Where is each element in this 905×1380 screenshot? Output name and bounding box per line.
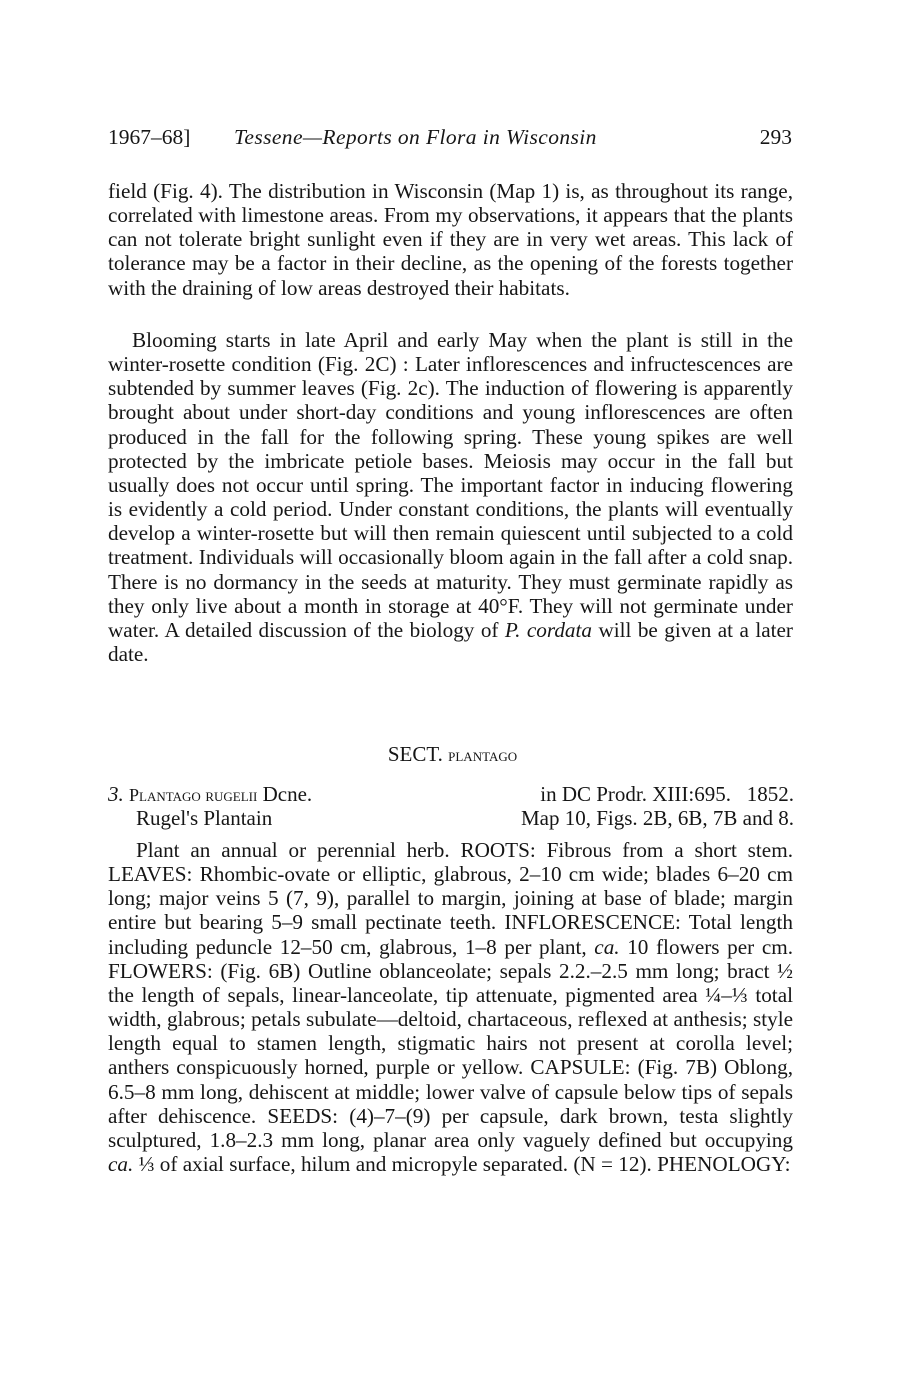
species-heading-line-2 [108, 806, 794, 830]
species-author: Dcne. [262, 782, 313, 806]
species-heading-line-1 [108, 782, 794, 806]
volume-years: 1967–68] [108, 125, 191, 149]
species-citation: in DC Prodr. XIII:695. 1852. [540, 782, 794, 806]
section-heading [0, 741, 905, 768]
species-number: 3. [108, 782, 124, 806]
running-title: Tessene—Reports on Flora in Wisconsin [234, 125, 597, 149]
species-description [108, 838, 793, 1176]
description-italic-2: ca. [108, 1152, 134, 1177]
paragraph-blooming-end: will be given at a later date. [108, 617, 793, 667]
species-title [108, 782, 312, 807]
species-name: Plantago rugelii [129, 785, 258, 805]
description-italic-1: ca. [594, 934, 620, 959]
paragraph-distribution: field (Fig. 4). The distribution in Wisconsin (Map 1) is, as throughout its range, correlated with limestone areas. From my observations, it appears that the plants can not tolerate bright sunlight even if they are in very wet areas. This lack of tolerance may be a factor in their decline, as the opening of the forests together with the draining of low areas destroyed their habitats. [108, 179, 793, 300]
species-figures: Map 10, Figs. 2B, 6B, 7B and 8. [520, 806, 794, 830]
section-name: plantago [448, 745, 518, 765]
species-heading [108, 782, 794, 830]
description-part-2: 10 flowers per cm. FLOWERS: (Fig. 6B) Outline oblanceolate; sepals 2.2.–2.5 mm long; bract ½ the length of sepals, linear-lanceolate, tip attenuate, pigmented area ¼–⅓ total width, glabrous; petals subulate—deltoid, chartaceous, reflexed at anthesis; style length equal to stamen length, stigmatic hairs not present at corolla level; anthers conspicuously horned, purple or yellow. CAPSULE: (Fig. 7B) Oblong, 6.5–8 mm long, dehiscent at middle; lower valve of capsule below tips of sepals after dehiscence. SEEDS: (4)–7–(9) per capsule, dark brown, testa slightly sculptured, 1.8–2.3 mm long, planar area only vaguely defined but occupying [108, 934, 793, 1152]
page-number: 293 [759, 125, 792, 149]
paragraph-blooming-text: Blooming starts in late April and early May when the plant is still in the winter-rosette condition (Fig. 2C) : Later inflorescences and infructescences are subtended by summer leaves (Fig. 2c). The induction of flowering is apparently brought about under short-day conditions and young inflorescences are often produced in the fall for the following spring. These young spikes are well protected by the imbricate petiole bases. Meiosis may occur in the fall but usually does not occur until spring. The important factor in inducing flowering is evidently a cold period. Under constant conditions, the plants will eventually develop a winter-rosette but will then remain quiescent until subjected to a cold treatment. Individuals will occasionally bloom again in the fall after a cold snap. There is no dormancy in the seeds at maturity. They must germinate rapidly as they only live about a month in storage at 40°F. They will not germinate under water. A detailed discussion of the biology of [108, 328, 793, 642]
description-part-3: ⅓ of axial surface, hilum and micropyle separated. (N = 12). PHENOLOGY: [133, 1152, 791, 1177]
paragraph-blooming [108, 328, 793, 666]
section-prefix: SECT. [387, 742, 443, 766]
species-reference: P. cordata [504, 617, 592, 642]
description-part-1: Plant an annual or perennial herb. ROOTS: Fibrous from a short stem. LEAVES: Rhombic-ovate or elliptic, glabrous, 2–10 cm wide; blades 6–20 cm long; major veins 5 (7, 9), parallel to margin, joining at base of blade; margin entire but bearing 5–9 small pectinate teeth. INFLORESCENCE: Total length including peduncle 12–50 cm, glabrous, 1–8 per plant, [108, 838, 793, 959]
species-common-name: Rugel's Plantain [136, 806, 273, 830]
running-header [108, 122, 792, 152]
